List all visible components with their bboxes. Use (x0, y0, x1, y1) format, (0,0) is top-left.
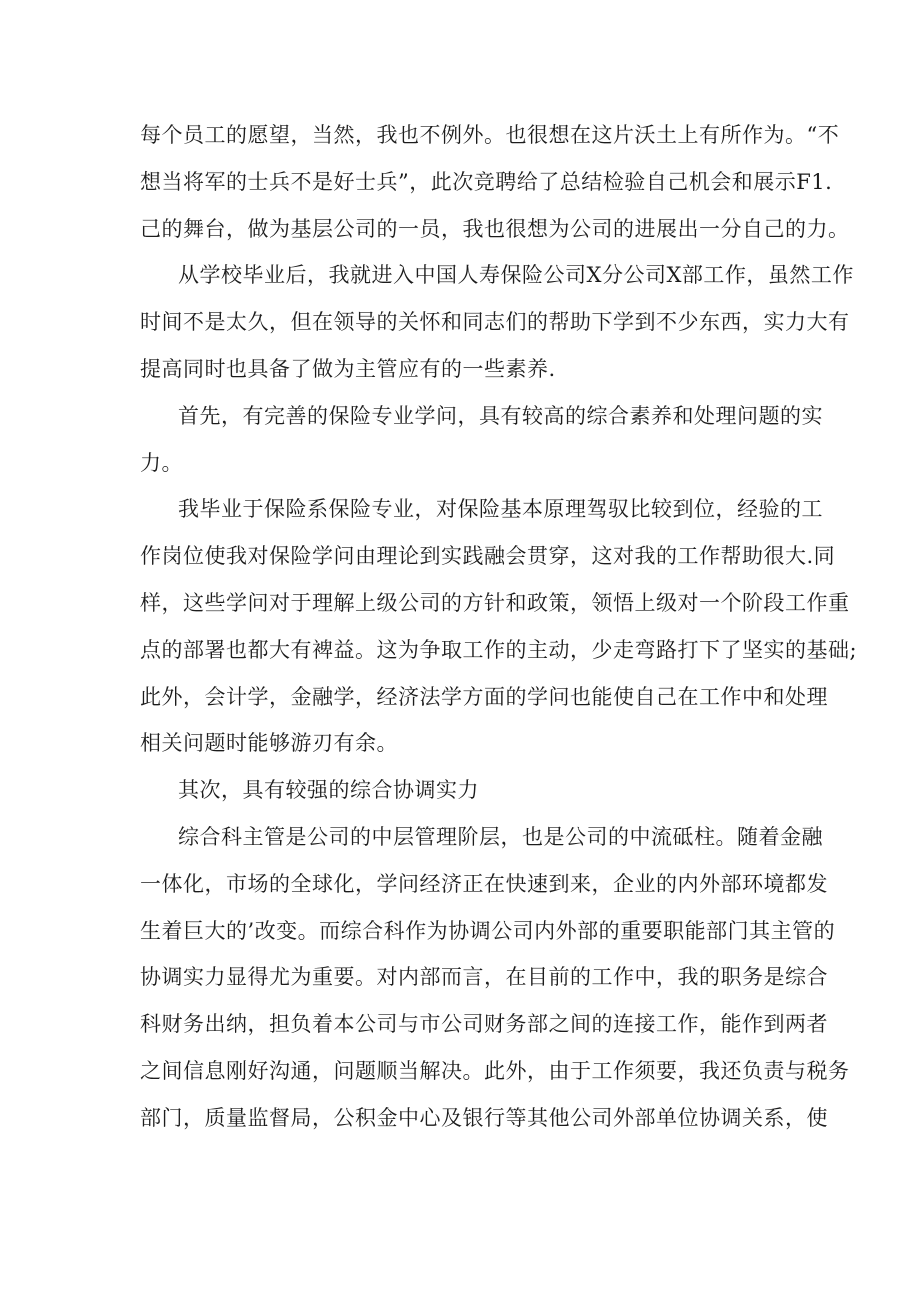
text-line: 力。 (140, 450, 183, 475)
text-line: 科财务出纳，担负着本公司与市公司财务部之间的连接工作，能作到两者 (140, 1012, 828, 1037)
text-line: 样，这些学问对于理解上级公司的方针和政策，领悟上级对一个阶段工作重 (140, 590, 850, 615)
text-line: 综合科主管是公司的中层管理阶层，也是公司的中流砥柱。随着金融 (178, 824, 823, 849)
text-line: 作岗位使我对保险学问由理论到实践融会贯穿，这对我的工作帮助很大.同 (140, 544, 836, 569)
text-line: 首先，有完善的保险专业学问，具有较高的综合素养和处理问题的实 (178, 403, 823, 428)
text-line: 我毕业于保险系保险专业，对保险基本原理驾驭比较到位，经验的工 (178, 497, 823, 522)
text-line: 部门，质量监督局，公积金中心及银行等其他公司外部单位协调关系，使 (140, 1105, 828, 1130)
text-line: 从学校毕业后，我就进入中国人寿保险公司X分公司X部工作，虽然工作 (178, 263, 854, 288)
text-line: 生着巨大的’改变。而综合科作为协调公司内外部的重要职能部门其主管的 (140, 918, 836, 943)
text-line: 相关问题时能够游刃有余。 (140, 731, 398, 756)
text-line: 之间信息刚好沟通，问题顺当解决。此外，由于工作须要，我还负责与税务 (140, 1058, 850, 1083)
text-line: 其次，具有较强的综合协调实力 (178, 778, 479, 803)
text-line: 协调实力显得尤为重要。对内部而言，在目前的工作中，我的职务是综合 (140, 965, 828, 990)
text-line: 想当将军的士兵不是好士兵”，此次竞聘给了总结检验自己机会和展示F1. (140, 169, 833, 194)
text-line: 一体化，市场的全球化，学问经济正在快速到来，企业的内外部环境都发 (140, 871, 828, 896)
text-line: 此外，会计学，金融学，经济法学方面的学问也能使自己在工作中和处理 (140, 684, 828, 709)
text-line: 时间不是太久，但在领导的关怀和同志们的帮助下学到不少东西，实力大有 (140, 310, 850, 335)
document-body (140, 112, 858, 1142)
text-line: 己的舞台，做为基层公司的一员，我也很想为公司的进展出一分自己的力。 (140, 216, 850, 241)
text-line: 每个员工的愿望，当然，我也不例外。也很想在这片沃土上有所作为。“不 (140, 123, 840, 147)
text-line: 提高同时也具备了做为主管应有的一些素养. (140, 356, 556, 381)
text-line: 点的部署也都大有裨益。这为争取工作的主动，少走弯路打下了坚实的基础; (140, 637, 858, 662)
